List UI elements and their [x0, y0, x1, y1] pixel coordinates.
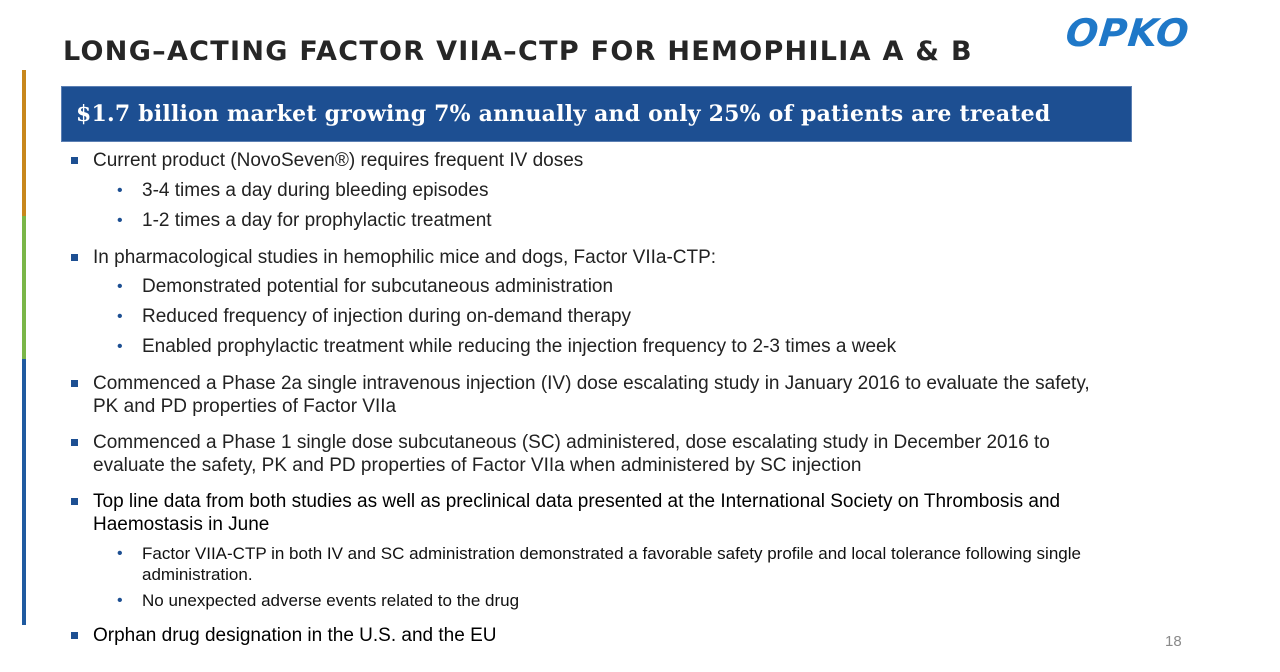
page-number: 18 [1165, 633, 1182, 650]
subbullet-bleeding: • 3-4 times a day during bleeding episodes [142, 179, 488, 202]
bullet-phase1-line2: evaluate the safety, PK and PD properties of Factor VIIa when administered by SC injection [93, 455, 862, 476]
subbullet-subcutaneous: • Demonstrated potential for subcutaneous administration [142, 275, 613, 298]
slide-title: LONG–ACTING FACTOR VIIA–CTP FOR HEMOPHILIA A & B [63, 36, 973, 67]
bullet-topline-data: Top line data from both studies as well as preclinical data presented at the International Society on Thrombosis and [93, 491, 1061, 512]
subbullet-prophylactic-enabled: • Enabled prophylactic treatment while reducing the injection frequency to 2-3 times a week [142, 335, 896, 358]
sidebar-accent-orange [22, 70, 26, 216]
banner-text: $1.7 billion market growing 7% annually and only 25% of patients are treated [76, 101, 1051, 127]
bullet-current-product: Current product (NovoSeven®) requires frequent IV doses [93, 150, 584, 171]
opko-logo: OPKO [1063, 11, 1192, 55]
bullet-pharmacological: In pharmacological studies in hemophilic mice and dogs, Factor VIIa-CTP: [93, 247, 717, 268]
subbullet-safety-profile: • Factor VIIA-CTP in both IV and SC administration demonstrated a favorable safety profile and local tolerance following single [142, 543, 1081, 564]
bullet-phase2a-line2: PK and PD properties of Factor VIIa [93, 396, 397, 417]
subbullet-no-adverse-events: • No unexpected adverse events related to the drug [142, 590, 519, 611]
bullet-topline-data-line2: Haemostasis in June [93, 514, 270, 535]
sidebar-accent-blue [22, 359, 26, 625]
subbullet-prophylactic: • 1-2 times a day for prophylactic treatment [142, 209, 492, 232]
bullet-phase2a: Commenced a Phase 2a single intravenous injection (IV) dose escalating study in January 2016 to evaluate the safety, [93, 373, 1090, 394]
subbullet-reduced-frequency: • Reduced frequency of injection during on-demand therapy [142, 305, 631, 328]
subbullet-safety-profile-line2: administration. [142, 565, 253, 584]
bullet-phase1: Commenced a Phase 1 single dose subcutaneous (SC) administered, dose escalating study in December 2016 to [93, 432, 1050, 453]
sidebar-accent-green [22, 216, 26, 359]
headline-banner [61, 86, 1132, 142]
bullet-orphan-drug: Orphan drug designation in the U.S. and the EU [93, 625, 497, 646]
